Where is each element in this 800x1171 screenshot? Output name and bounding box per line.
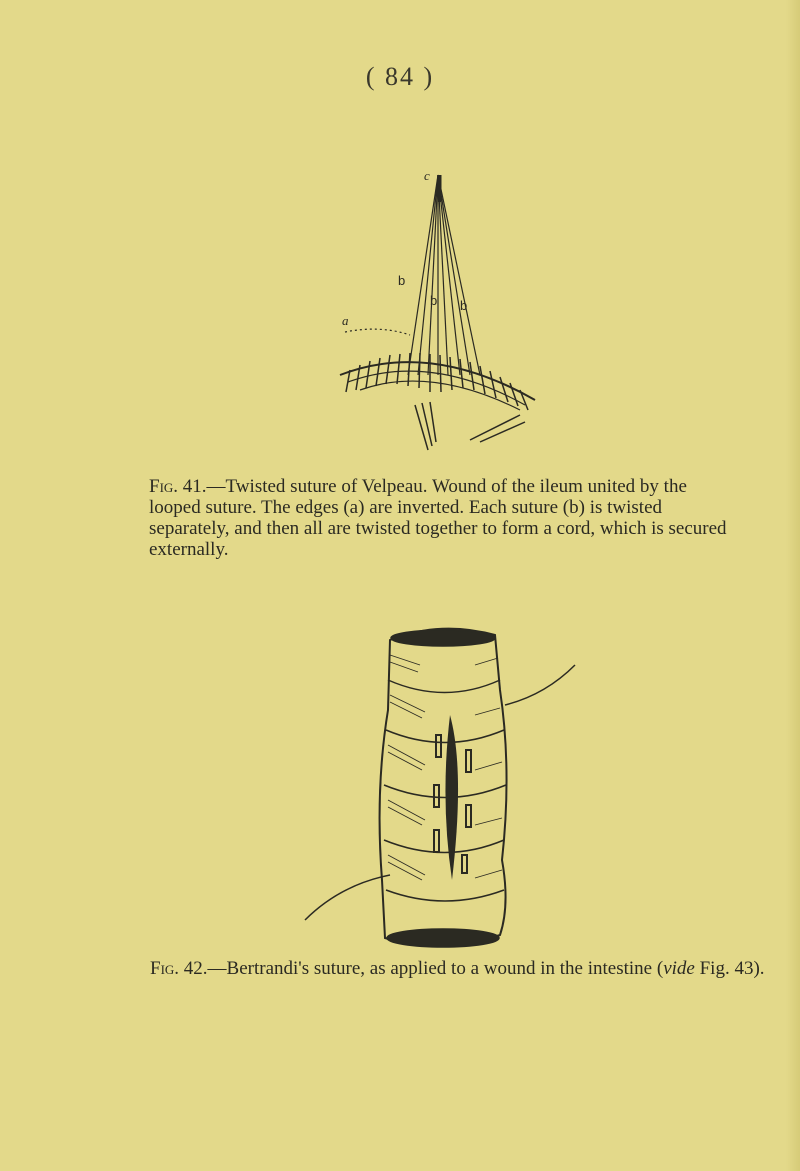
caption-42-text-before: —Bertrandi's suture, as applied to a wound in the intestine (	[207, 958, 664, 979]
caption-41-line-1: —Twisted suture of Velpeau. Wound of the ileum united by the	[206, 476, 687, 497]
figure-42-caption	[150, 958, 770, 979]
label-b-2: b	[430, 293, 438, 308]
caption-41-line-4: externally.	[149, 539, 229, 560]
caption-42-text-after: Fig. 43).	[694, 958, 765, 979]
caption-41-line-2: looped suture. The edges (a) are inverted. Each suture (b) is twisted	[149, 497, 662, 518]
label-a: a	[342, 313, 349, 328]
label-b-1: b	[398, 273, 406, 288]
page-edge	[786, 0, 800, 1171]
label-c: c	[424, 168, 430, 183]
caption-42-italic: vide	[663, 958, 695, 979]
figure-41-illustration	[320, 160, 560, 460]
caption-41-line-3: separately, and then all are twisted together to form a cord, which is secured	[149, 518, 727, 539]
figure-42-label: Fig. 42.	[150, 958, 208, 979]
page-number: ( 84 )	[365, 62, 435, 91]
label-b-3: b	[460, 298, 468, 313]
figure-41-label: Fig. 41.	[149, 476, 207, 497]
figure-41-caption	[149, 476, 739, 560]
figure-42-illustration	[290, 620, 590, 960]
